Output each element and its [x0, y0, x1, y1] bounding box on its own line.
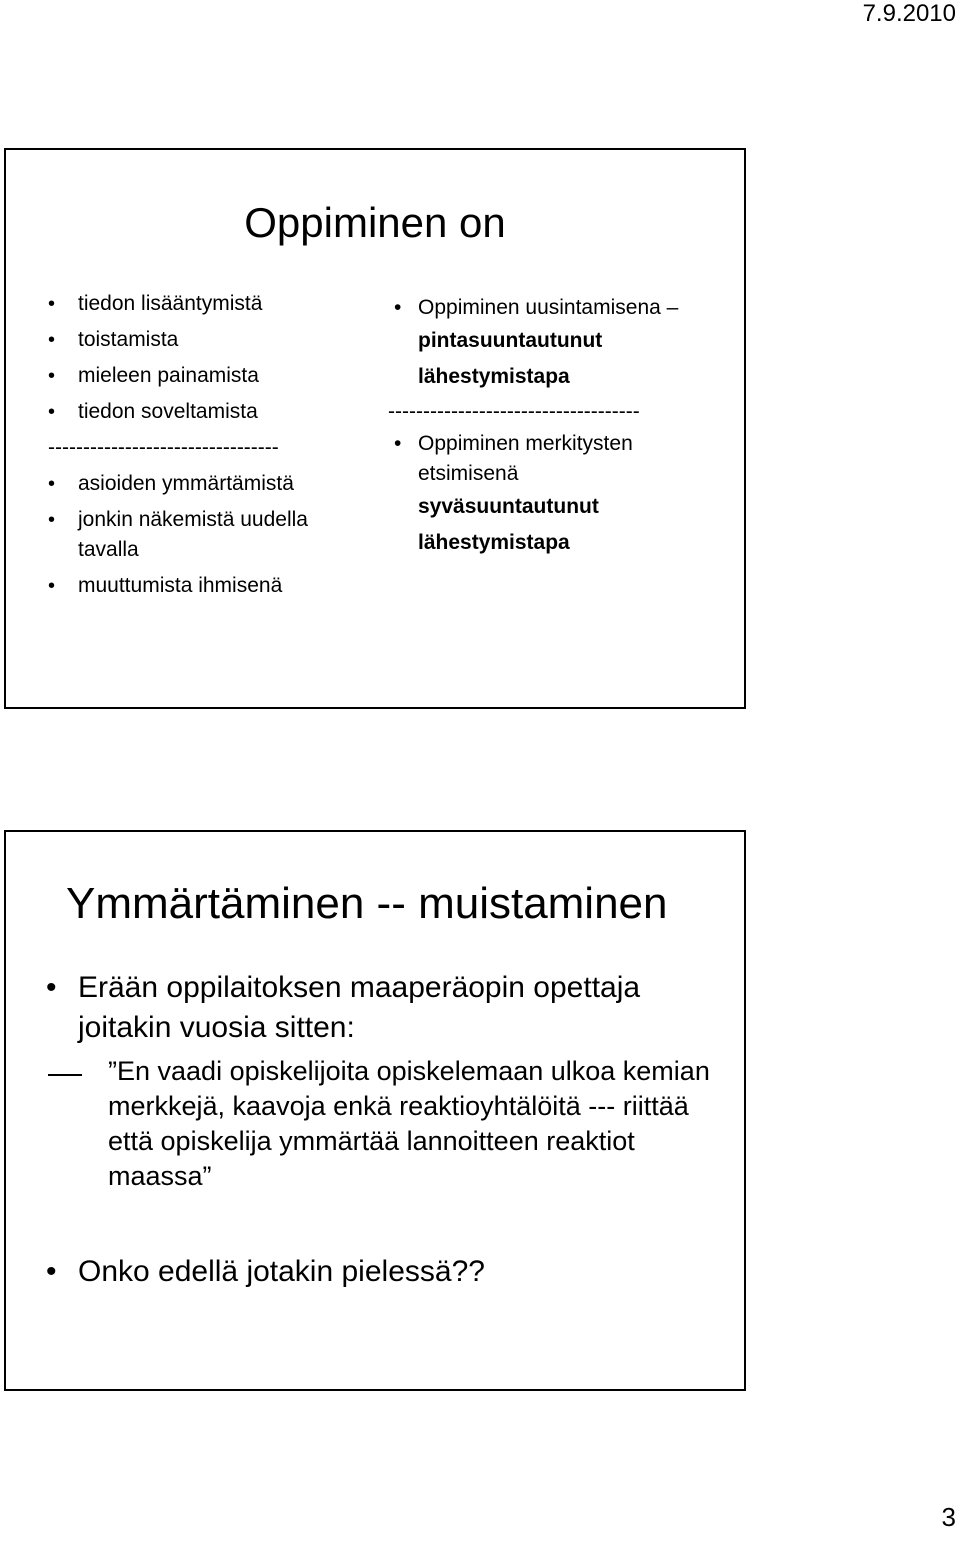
list-item: • mieleen painamista: [48, 358, 368, 394]
slide-1-title: Oppiminen on: [244, 199, 506, 246]
page-number: 3: [941, 1502, 956, 1532]
item-text: • Oppiminen uusintamisena –: [418, 296, 679, 319]
list-item: • Onko edellä jotakin pielessä??: [46, 1252, 726, 1292]
item-bold-text: syväsuuntautunut lähestymistapa: [418, 495, 599, 554]
divider-line: ------------------------------------: [388, 400, 640, 423]
list-item: • toistamista: [48, 322, 368, 358]
list-item: [388, 293, 708, 395]
list-item: • tiedon lisääntymistä: [48, 286, 368, 322]
left-column-list: [48, 286, 368, 604]
quote-text: ”En vaadi opiskelijoita opiskelemaan ulkoa kemian merkkejä, kaavoja enkä reaktioyhtälöitä --- riittää että opiskelija ymmärtää lannoitteen reaktiot maassa”: [46, 1054, 726, 1194]
list-item: • tiedon soveltamista: [48, 394, 368, 430]
list-item: [388, 429, 708, 561]
item-bold-text: pintasuuntautunut lähestymistapa: [418, 329, 603, 388]
list-item: • jonkin näkemistä uudella tavalla: [48, 505, 368, 565]
list-item: • muuttumista ihmisenä: [48, 568, 368, 604]
slide-2-body: [46, 968, 726, 1292]
list-item: • Erään oppilaitoksen maaperäopin opettaja joitakin vuosia sitten:: [46, 968, 726, 1048]
slide-2: [4, 830, 746, 1391]
list-item: • asioiden ymmärtämistä: [48, 466, 368, 502]
slide-1: [4, 148, 746, 709]
slide-2-title: Ymmärtäminen -- muistaminen: [66, 879, 668, 928]
right-column-list: [388, 293, 708, 561]
item-text: • Oppiminen merkitysten etsimisenä: [418, 432, 633, 485]
divider-line: ---------------------------------: [48, 436, 279, 459]
header-date: 7.9.2010: [862, 0, 956, 27]
